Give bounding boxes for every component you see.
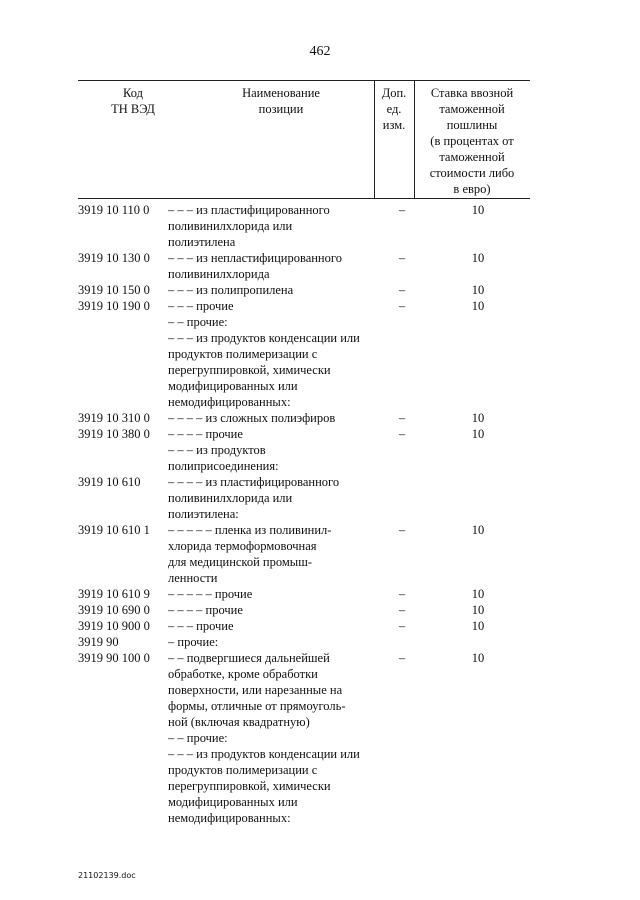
table-row bbox=[78, 410, 530, 426]
table-row bbox=[78, 250, 530, 282]
position-name: – – – – – прочие bbox=[168, 587, 253, 601]
position-name: – – – из продуктов полиприсоединения: bbox=[168, 443, 279, 473]
position-name: – – – – из сложных полиэфиров bbox=[168, 411, 336, 425]
extra-unit-value: – bbox=[398, 203, 406, 217]
extra-unit-value: – bbox=[398, 587, 406, 601]
tn-ved-code: 3919 10 150 0 bbox=[78, 283, 150, 297]
header-name: Наименование позиции bbox=[242, 86, 320, 116]
table-row bbox=[78, 634, 530, 650]
duty-rate-value: 10 bbox=[471, 251, 485, 265]
duty-rate-value: 10 bbox=[471, 619, 485, 633]
header-bottom-rule bbox=[78, 198, 530, 199]
extra-unit-value: – bbox=[398, 603, 406, 617]
document-filename: 21102139.doc bbox=[78, 871, 136, 880]
tn-ved-code: 3919 10 310 0 bbox=[78, 411, 150, 425]
position-name: – – подвергшиеся дальнейшей обработке, кроме обработки поверхности, или нарезанные на формы, отличные от прямоуголь- ной (включая квадратную) bbox=[168, 651, 346, 729]
extra-unit-value: – bbox=[398, 427, 406, 441]
tn-ved-code: 3919 10 690 0 bbox=[78, 603, 150, 617]
tn-ved-code: 3919 10 190 0 bbox=[78, 299, 150, 313]
table-row bbox=[78, 330, 530, 410]
tn-ved-code: 3919 10 610 1 bbox=[78, 523, 150, 537]
position-name: – – – из продуктов конденсации или продуктов полимеризации с перегруппировкой, химически модифицированных или немодифицированных: bbox=[168, 331, 360, 409]
tariff-table-body bbox=[78, 202, 530, 826]
extra-unit-value: – bbox=[398, 523, 406, 537]
table-row bbox=[78, 522, 530, 586]
table-row bbox=[78, 730, 530, 746]
position-name: – – – – из пластифицированного поливинилхлорида или полиэтилена: bbox=[168, 475, 340, 521]
duty-rate-value: 10 bbox=[471, 651, 485, 665]
tn-ved-code: 3919 10 610 9 bbox=[78, 587, 150, 601]
tn-ved-code: 3919 90 100 0 bbox=[78, 651, 150, 665]
extra-unit-value: – bbox=[398, 619, 406, 633]
table-row bbox=[78, 442, 530, 474]
position-name: – – – прочие bbox=[168, 299, 234, 313]
table-row bbox=[78, 314, 530, 330]
tn-ved-code: 3919 10 130 0 bbox=[78, 251, 150, 265]
position-name: – – прочие: bbox=[168, 731, 228, 745]
extra-unit-value: – bbox=[398, 251, 406, 265]
duty-rate-value: 10 bbox=[471, 603, 485, 617]
extra-unit-value: – bbox=[398, 411, 406, 425]
tn-ved-code: 3919 10 110 0 bbox=[78, 203, 150, 217]
duty-rate-value: 10 bbox=[471, 523, 485, 537]
position-name: – – – – прочие bbox=[168, 603, 243, 617]
position-name: – – – из непластифицированного поливинилхлорида bbox=[168, 251, 342, 281]
table-row bbox=[78, 474, 530, 522]
table-row bbox=[78, 202, 530, 250]
position-name: – – – из продуктов конденсации или продуктов полимеризации с перегруппировкой, химически модифицированных или немодифицированных: bbox=[168, 747, 360, 825]
extra-unit-value: – bbox=[398, 283, 406, 297]
duty-rate-value: 10 bbox=[471, 411, 485, 425]
extra-unit-value: – bbox=[398, 651, 406, 665]
position-name: – – прочие: bbox=[168, 315, 228, 329]
header-code: Код ТН ВЭД bbox=[111, 86, 155, 116]
table-row bbox=[78, 282, 530, 298]
table-row bbox=[78, 746, 530, 826]
position-name: – – – из полипропилена bbox=[168, 283, 294, 297]
duty-rate-value: 10 bbox=[471, 283, 485, 297]
tn-ved-code: 3919 10 380 0 bbox=[78, 427, 150, 441]
duty-rate-value: 10 bbox=[471, 427, 485, 441]
position-name: – – – из пластифицированного поливинилхлорида или полиэтилена bbox=[168, 203, 330, 249]
tn-ved-code: 3919 10 900 0 bbox=[78, 619, 150, 633]
table-top-rule bbox=[78, 80, 530, 81]
table-row bbox=[78, 586, 530, 602]
duty-rate-value: 10 bbox=[471, 203, 485, 217]
page-number: 462 bbox=[309, 44, 331, 59]
duty-rate-value: 10 bbox=[471, 299, 485, 313]
table-row bbox=[78, 618, 530, 634]
tn-ved-code: 3919 10 610 bbox=[78, 475, 141, 489]
header-extra-unit: Доп. ед. изм. bbox=[381, 86, 407, 132]
table-row bbox=[78, 298, 530, 314]
extra-unit-value: – bbox=[398, 299, 406, 313]
position-name: – – – прочие bbox=[168, 619, 234, 633]
position-name: – – – – прочие bbox=[168, 427, 243, 441]
table-row bbox=[78, 426, 530, 442]
table-row bbox=[78, 650, 530, 730]
header-rate: Ставка ввозной таможенной пошлины (в процентах от таможенной стоимости либо в евро) bbox=[429, 86, 515, 196]
position-name: – прочие: bbox=[168, 635, 219, 649]
tn-ved-code: 3919 90 bbox=[78, 635, 119, 649]
position-name: – – – – – пленка из поливинил- хлорида термоформовочная для медицинской промыш- ленности bbox=[168, 523, 332, 585]
duty-rate-value: 10 bbox=[471, 587, 485, 601]
table-row bbox=[78, 602, 530, 618]
